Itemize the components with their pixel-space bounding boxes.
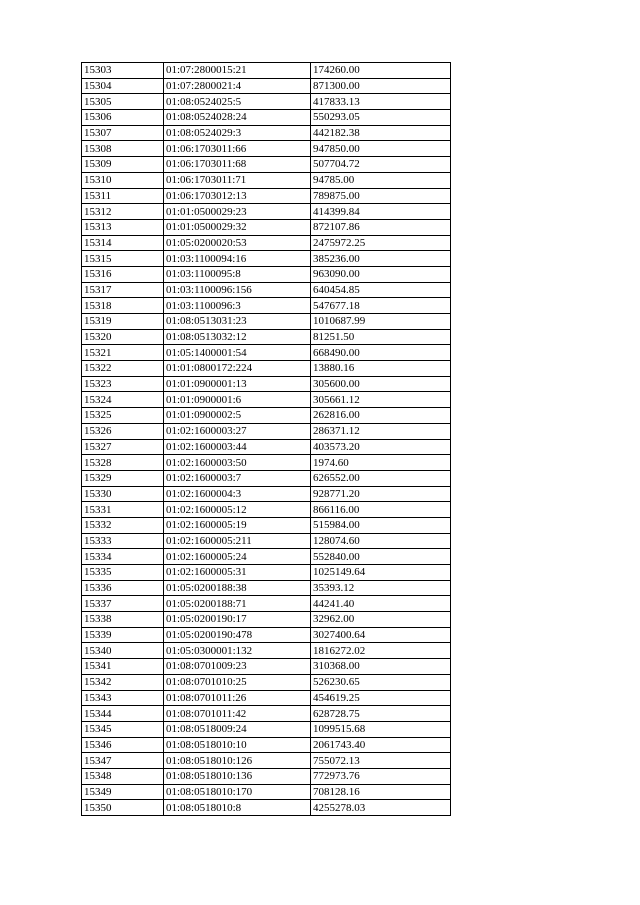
- row-number-cell: 15317: [82, 282, 164, 298]
- table-row: [82, 392, 451, 408]
- table-row: [82, 219, 451, 235]
- cadastral-number-cell: 01:03:1100094:16: [164, 251, 311, 267]
- cadastral-number-cell: 01:01:0900001:13: [164, 376, 311, 392]
- table-row: [82, 659, 451, 675]
- value-cell: 789875.00: [311, 188, 451, 204]
- table-row: [82, 408, 451, 424]
- row-number-cell: 15332: [82, 517, 164, 533]
- row-number-cell: 15335: [82, 565, 164, 581]
- row-number-cell: 15325: [82, 408, 164, 424]
- table-row: [82, 63, 451, 79]
- row-number-cell: 15330: [82, 486, 164, 502]
- value-cell: 2475972.25: [311, 235, 451, 251]
- row-number-cell: 15324: [82, 392, 164, 408]
- row-number-cell: 15350: [82, 800, 164, 816]
- row-number-cell: 15341: [82, 659, 164, 675]
- table-row: [82, 78, 451, 94]
- table-row: [82, 423, 451, 439]
- cadastral-number-cell: 01:08:0513032:12: [164, 329, 311, 345]
- value-cell: 963090.00: [311, 266, 451, 282]
- row-number-cell: 15323: [82, 376, 164, 392]
- table-row: [82, 768, 451, 784]
- row-number-cell: 15321: [82, 345, 164, 361]
- table-row: [82, 235, 451, 251]
- row-number-cell: 15343: [82, 690, 164, 706]
- cadastral-number-cell: 01:02:1600005:19: [164, 517, 311, 533]
- value-cell: 626552.00: [311, 470, 451, 486]
- cadastral-number-cell: 01:03:1100096:3: [164, 298, 311, 314]
- row-number-cell: 15303: [82, 63, 164, 79]
- value-cell: 928771.20: [311, 486, 451, 502]
- data-table: [81, 62, 451, 816]
- table-row: [82, 800, 451, 816]
- table-row: [82, 612, 451, 628]
- table-row: [82, 721, 451, 737]
- value-cell: 286371.12: [311, 423, 451, 439]
- table-row: [82, 502, 451, 518]
- value-cell: 310368.00: [311, 659, 451, 675]
- table-row: [82, 470, 451, 486]
- cadastral-number-cell: 01:02:1600005:24: [164, 549, 311, 565]
- row-number-cell: 15322: [82, 361, 164, 377]
- table-body: [82, 63, 451, 816]
- value-cell: 81251.50: [311, 329, 451, 345]
- row-number-cell: 15336: [82, 580, 164, 596]
- table-row: [82, 157, 451, 173]
- row-number-cell: 15304: [82, 78, 164, 94]
- table-row: [82, 125, 451, 141]
- row-number-cell: 15306: [82, 110, 164, 126]
- value-cell: 454619.25: [311, 690, 451, 706]
- table-row: [82, 376, 451, 392]
- value-cell: 871300.00: [311, 78, 451, 94]
- cadastral-number-cell: 01:01:0800172:224: [164, 361, 311, 377]
- row-number-cell: 15307: [82, 125, 164, 141]
- table-row: [82, 533, 451, 549]
- cadastral-number-cell: 01:07:2800015:21: [164, 63, 311, 79]
- row-number-cell: 15340: [82, 643, 164, 659]
- cadastral-number-cell: 01:05:0300001:132: [164, 643, 311, 659]
- table-row: [82, 141, 451, 157]
- cadastral-number-cell: 01:08:0518010:136: [164, 768, 311, 784]
- table-row: [82, 204, 451, 220]
- cadastral-number-cell: 01:02:1600003:50: [164, 455, 311, 471]
- value-cell: 94785.00: [311, 172, 451, 188]
- cadastral-number-cell: 01:05:0200190:478: [164, 627, 311, 643]
- table-row: [82, 329, 451, 345]
- table-row: [82, 361, 451, 377]
- table-row: [82, 517, 451, 533]
- row-number-cell: 15314: [82, 235, 164, 251]
- value-cell: 507704.72: [311, 157, 451, 173]
- value-cell: 44241.40: [311, 596, 451, 612]
- cadastral-number-cell: 01:06:1703011:68: [164, 157, 311, 173]
- value-cell: 550293.05: [311, 110, 451, 126]
- value-cell: 628728.75: [311, 706, 451, 722]
- table-row: [82, 690, 451, 706]
- table-row: [82, 627, 451, 643]
- row-number-cell: 15338: [82, 612, 164, 628]
- value-cell: 1974.60: [311, 455, 451, 471]
- table-row: [82, 455, 451, 471]
- row-number-cell: 15333: [82, 533, 164, 549]
- row-number-cell: 15320: [82, 329, 164, 345]
- value-cell: 1010687.99: [311, 314, 451, 330]
- cadastral-number-cell: 01:02:1600005:12: [164, 502, 311, 518]
- row-number-cell: 15334: [82, 549, 164, 565]
- table-row: [82, 94, 451, 110]
- table-row: [82, 110, 451, 126]
- cadastral-number-cell: 01:08:0701011:26: [164, 690, 311, 706]
- table-row: [82, 549, 451, 565]
- value-cell: 414399.84: [311, 204, 451, 220]
- value-cell: 35393.12: [311, 580, 451, 596]
- cadastral-number-cell: 01:06:1703011:66: [164, 141, 311, 157]
- value-cell: 515984.00: [311, 517, 451, 533]
- row-number-cell: 15327: [82, 439, 164, 455]
- cadastral-number-cell: 01:08:0524028:24: [164, 110, 311, 126]
- cadastral-number-cell: 01:02:1600005:211: [164, 533, 311, 549]
- cadastral-number-cell: 01:02:1600003:27: [164, 423, 311, 439]
- row-number-cell: 15310: [82, 172, 164, 188]
- table-row: [82, 345, 451, 361]
- value-cell: 526230.65: [311, 674, 451, 690]
- table-row: [82, 580, 451, 596]
- cadastral-number-cell: 01:02:1600004:3: [164, 486, 311, 502]
- cadastral-number-cell: 01:08:0701009:23: [164, 659, 311, 675]
- cadastral-number-cell: 01:08:0701010:25: [164, 674, 311, 690]
- value-cell: 128074.60: [311, 533, 451, 549]
- cadastral-number-cell: 01:08:0513031:23: [164, 314, 311, 330]
- row-number-cell: 15344: [82, 706, 164, 722]
- table-row: [82, 486, 451, 502]
- row-number-cell: 15308: [82, 141, 164, 157]
- row-number-cell: 15331: [82, 502, 164, 518]
- row-number-cell: 15348: [82, 768, 164, 784]
- value-cell: 755072.13: [311, 753, 451, 769]
- value-cell: 1816272.02: [311, 643, 451, 659]
- cadastral-number-cell: 01:03:1100096:156: [164, 282, 311, 298]
- table-row: [82, 439, 451, 455]
- cadastral-number-cell: 01:08:0518010:10: [164, 737, 311, 753]
- value-cell: 403573.20: [311, 439, 451, 455]
- value-cell: 772973.76: [311, 768, 451, 784]
- row-number-cell: 15345: [82, 721, 164, 737]
- cadastral-number-cell: 01:05:0200188:71: [164, 596, 311, 612]
- value-cell: 305661.12: [311, 392, 451, 408]
- row-number-cell: 15313: [82, 219, 164, 235]
- value-cell: 1099515.68: [311, 721, 451, 737]
- table-row: [82, 643, 451, 659]
- row-number-cell: 15347: [82, 753, 164, 769]
- value-cell: 417833.13: [311, 94, 451, 110]
- cadastral-number-cell: 01:02:1600005:31: [164, 565, 311, 581]
- table-row: [82, 266, 451, 282]
- row-number-cell: 15326: [82, 423, 164, 439]
- row-number-cell: 15315: [82, 251, 164, 267]
- cadastral-number-cell: 01:01:0500029:23: [164, 204, 311, 220]
- cadastral-number-cell: 01:07:2800021:4: [164, 78, 311, 94]
- value-cell: 872107.86: [311, 219, 451, 235]
- value-cell: 305600.00: [311, 376, 451, 392]
- row-number-cell: 15328: [82, 455, 164, 471]
- cadastral-number-cell: 01:08:0518010:126: [164, 753, 311, 769]
- cadastral-number-cell: 01:05:0200188:38: [164, 580, 311, 596]
- table-row: [82, 753, 451, 769]
- table-row: [82, 565, 451, 581]
- cadastral-number-cell: 01:01:0900001:6: [164, 392, 311, 408]
- cadastral-number-cell: 01:06:1703012:13: [164, 188, 311, 204]
- value-cell: 640454.85: [311, 282, 451, 298]
- value-cell: 32962.00: [311, 612, 451, 628]
- row-number-cell: 15339: [82, 627, 164, 643]
- value-cell: 442182.38: [311, 125, 451, 141]
- value-cell: 2061743.40: [311, 737, 451, 753]
- cadastral-number-cell: 01:02:1600003:7: [164, 470, 311, 486]
- table-row: [82, 706, 451, 722]
- value-cell: 1025149.64: [311, 565, 451, 581]
- row-number-cell: 15318: [82, 298, 164, 314]
- value-cell: 547677.18: [311, 298, 451, 314]
- table-row: [82, 298, 451, 314]
- cadastral-number-cell: 01:06:1703011:71: [164, 172, 311, 188]
- cadastral-number-cell: 01:05:1400001:54: [164, 345, 311, 361]
- table-row: [82, 674, 451, 690]
- value-cell: 385236.00: [311, 251, 451, 267]
- row-number-cell: 15312: [82, 204, 164, 220]
- cadastral-number-cell: 01:05:0200020:53: [164, 235, 311, 251]
- value-cell: 13880.16: [311, 361, 451, 377]
- cadastral-number-cell: 01:08:0518010:170: [164, 784, 311, 800]
- cadastral-number-cell: 01:08:0701011:42: [164, 706, 311, 722]
- row-number-cell: 15311: [82, 188, 164, 204]
- value-cell: 3027400.64: [311, 627, 451, 643]
- table-row: [82, 251, 451, 267]
- value-cell: 947850.00: [311, 141, 451, 157]
- row-number-cell: 15342: [82, 674, 164, 690]
- value-cell: 262816.00: [311, 408, 451, 424]
- value-cell: 174260.00: [311, 63, 451, 79]
- cadastral-number-cell: 01:08:0518010:8: [164, 800, 311, 816]
- row-number-cell: 15316: [82, 266, 164, 282]
- row-number-cell: 15329: [82, 470, 164, 486]
- table-row: [82, 784, 451, 800]
- table-row: [82, 282, 451, 298]
- cadastral-number-cell: 01:05:0200190:17: [164, 612, 311, 628]
- table-row: [82, 596, 451, 612]
- cadastral-number-cell: 01:08:0518009:24: [164, 721, 311, 737]
- cadastral-number-cell: 01:08:0524029:3: [164, 125, 311, 141]
- row-number-cell: 15309: [82, 157, 164, 173]
- value-cell: 4255278.03: [311, 800, 451, 816]
- value-cell: 668490.00: [311, 345, 451, 361]
- value-cell: 552840.00: [311, 549, 451, 565]
- table-row: [82, 172, 451, 188]
- value-cell: 708128.16: [311, 784, 451, 800]
- cadastral-number-cell: 01:02:1600003:44: [164, 439, 311, 455]
- table-row: [82, 314, 451, 330]
- row-number-cell: 15346: [82, 737, 164, 753]
- cadastral-number-cell: 01:01:0500029:32: [164, 219, 311, 235]
- row-number-cell: 15319: [82, 314, 164, 330]
- table-row: [82, 188, 451, 204]
- value-cell: 866116.00: [311, 502, 451, 518]
- row-number-cell: 15337: [82, 596, 164, 612]
- cadastral-number-cell: 01:01:0900002:5: [164, 408, 311, 424]
- table-row: [82, 737, 451, 753]
- cadastral-number-cell: 01:03:1100095:8: [164, 266, 311, 282]
- row-number-cell: 15349: [82, 784, 164, 800]
- row-number-cell: 15305: [82, 94, 164, 110]
- cadastral-number-cell: 01:08:0524025:5: [164, 94, 311, 110]
